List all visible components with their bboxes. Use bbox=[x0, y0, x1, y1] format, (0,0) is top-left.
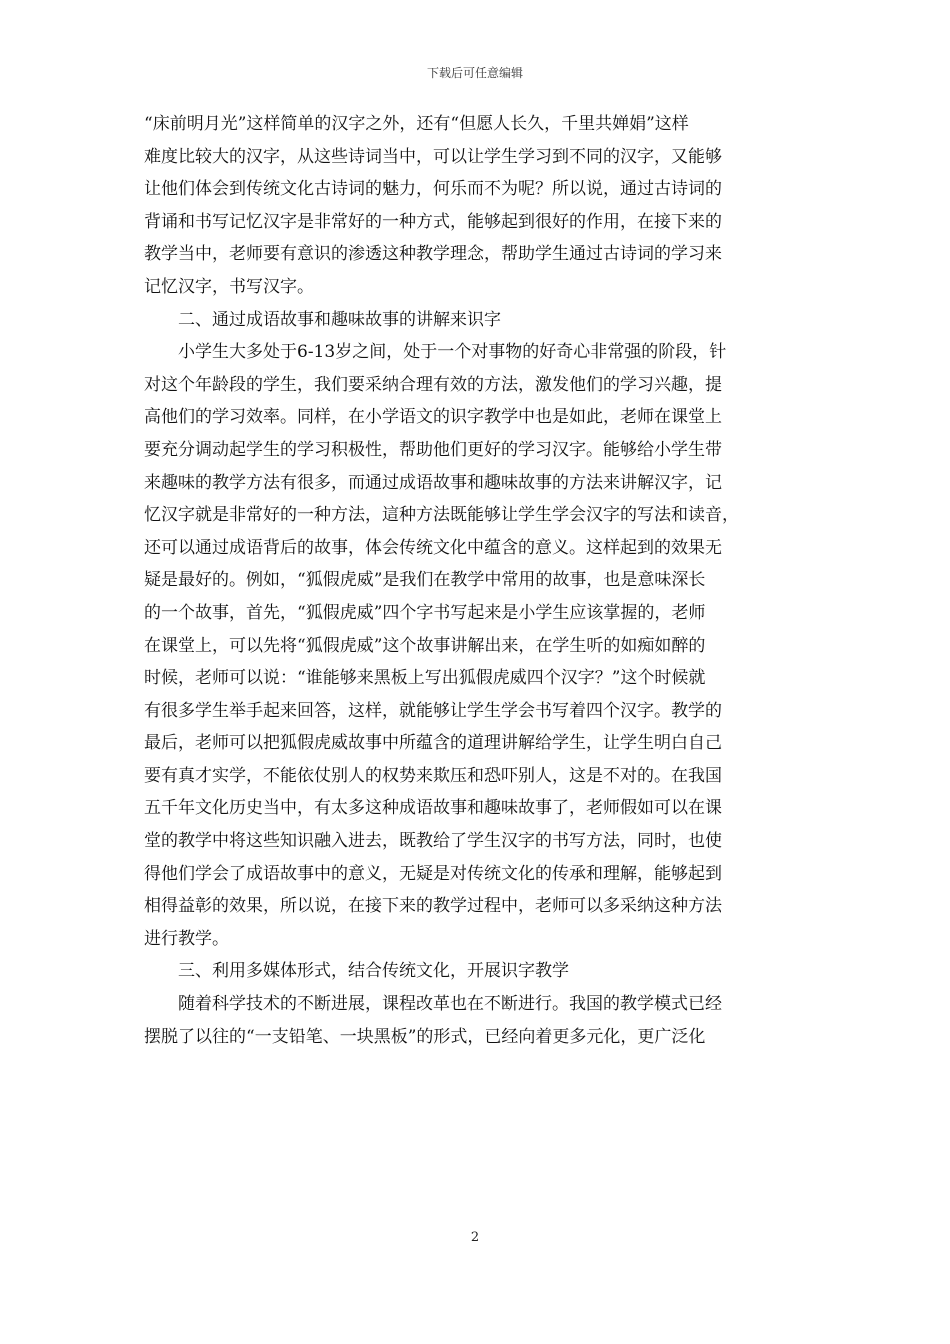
text-line: 对这个年龄段的学生，我们要采纳合理有效的方法，激发他们的学习兴趣，提 bbox=[144, 374, 722, 395]
text-line: 要充分调动起学生的学习积极性，帮助他们更好的学习汉字。能够给小学生带 bbox=[144, 439, 722, 460]
text-line: 让他们体会到传统文化古诗词的魅力，何乐而不为呢？所以说，通过古诗词的 bbox=[144, 179, 722, 200]
page-header: 下载后可任意编辑 bbox=[426, 66, 523, 80]
text-line: 来趣味的教学方法有很多，而通过成语故事和趣味故事的方法来讲解汉字，记 bbox=[144, 472, 722, 493]
text-line: 要有真才实学，不能依仗别人的权势来欺压和恐吓别人，这是不对的。在我国 bbox=[144, 765, 722, 786]
text-line: 摆脱了以往的“一支铅笔、一块黑板”的形式，已经向着更多元化，更广泛化 bbox=[144, 1026, 706, 1047]
text-line: 忆汉字就是非常好的一种方法，這种方法既能够让学生学会汉字的写法和读音， bbox=[144, 505, 739, 526]
text-line: 的一个故事，首先，“狐假虎威”四个字书写起来是小学生应该掌握的，老师 bbox=[144, 602, 706, 623]
text-line: 背诵和书写记忆汉字是非常好的一种方式，能够起到很好的作用，在接下来的 bbox=[144, 211, 722, 232]
text-line: 有很多学生举手起来回答，这样，就能够让学生学会书写着四个汉字。教学的 bbox=[144, 700, 722, 721]
text-line: 最后，老师可以把狐假虎威故事中所蕴含的道理讲解给学生，让学生明白自己 bbox=[144, 733, 722, 754]
text-line: 疑是最好的。例如，“狐假虎威”是我们在教学中常用的故事，也是意味深长 bbox=[144, 570, 706, 591]
section-heading-3: 三、利用多媒体形式，结合传统文化，开展识字教学 bbox=[178, 961, 569, 982]
section-heading-2: 二、通过成语故事和趣味故事的讲解来识字 bbox=[178, 309, 501, 330]
text-line: 时候，老师可以说：“谁能够来黑板上写出狐假虎威四个汉字？”这个时候就 bbox=[144, 668, 706, 689]
text-line: 在课堂上，可以先将“狐假虎威”这个故事讲解出来，在学生听的如痴如醉的 bbox=[144, 635, 706, 656]
text-line: 高他们的学习效率。同样，在小学语文的识字教学中也是如此，老师在课堂上 bbox=[144, 407, 722, 428]
text-line: 教学当中，老师要有意识的渗透这种教学理念，帮助学生通过古诗词的学习来 bbox=[144, 244, 722, 265]
text-line: 还可以通过成语背后的故事，体会传统文化中蕴含的意义。这样起到的效果无 bbox=[144, 537, 722, 558]
text-line: 记忆汉字，书写汉字。 bbox=[144, 276, 314, 297]
text-line: 难度比较大的汉字，从这些诗词当中，可以让学生学习到不同的汉字，又能够 bbox=[144, 146, 722, 167]
text-line: 五千年文化历史当中，有太多这种成语故事和趣味故事了，老师假如可以在课 bbox=[144, 798, 722, 819]
document-body bbox=[144, 108, 808, 1053]
text-line: 进行教学。 bbox=[144, 928, 229, 949]
text-line: 得他们学会了成语故事中的意义，无疑是对传统文化的传承和理解，能够起到 bbox=[144, 863, 722, 884]
text-line: 随着科学技术的不断进展，课程改革也在不断进行。我国的教学模式已经 bbox=[178, 994, 722, 1015]
text-line: 小学生大多处于6-13岁之间，处于一个对事物的好奇心非常强的阶段，针 bbox=[178, 342, 727, 363]
text-line: 堂的教学中将这些知识融入进去，既教给了学生汉字的书写方法，同时，也使 bbox=[144, 831, 722, 852]
page-number: 2 bbox=[470, 1230, 480, 1245]
text-line: “床前明月光”这样简单的汉字之外，还有“但愿人长久，千里共婵娟”这样 bbox=[144, 114, 689, 134]
text-line: 相得益彰的效果，所以说，在接下来的教学过程中，老师可以多采纳这种方法 bbox=[144, 896, 722, 917]
